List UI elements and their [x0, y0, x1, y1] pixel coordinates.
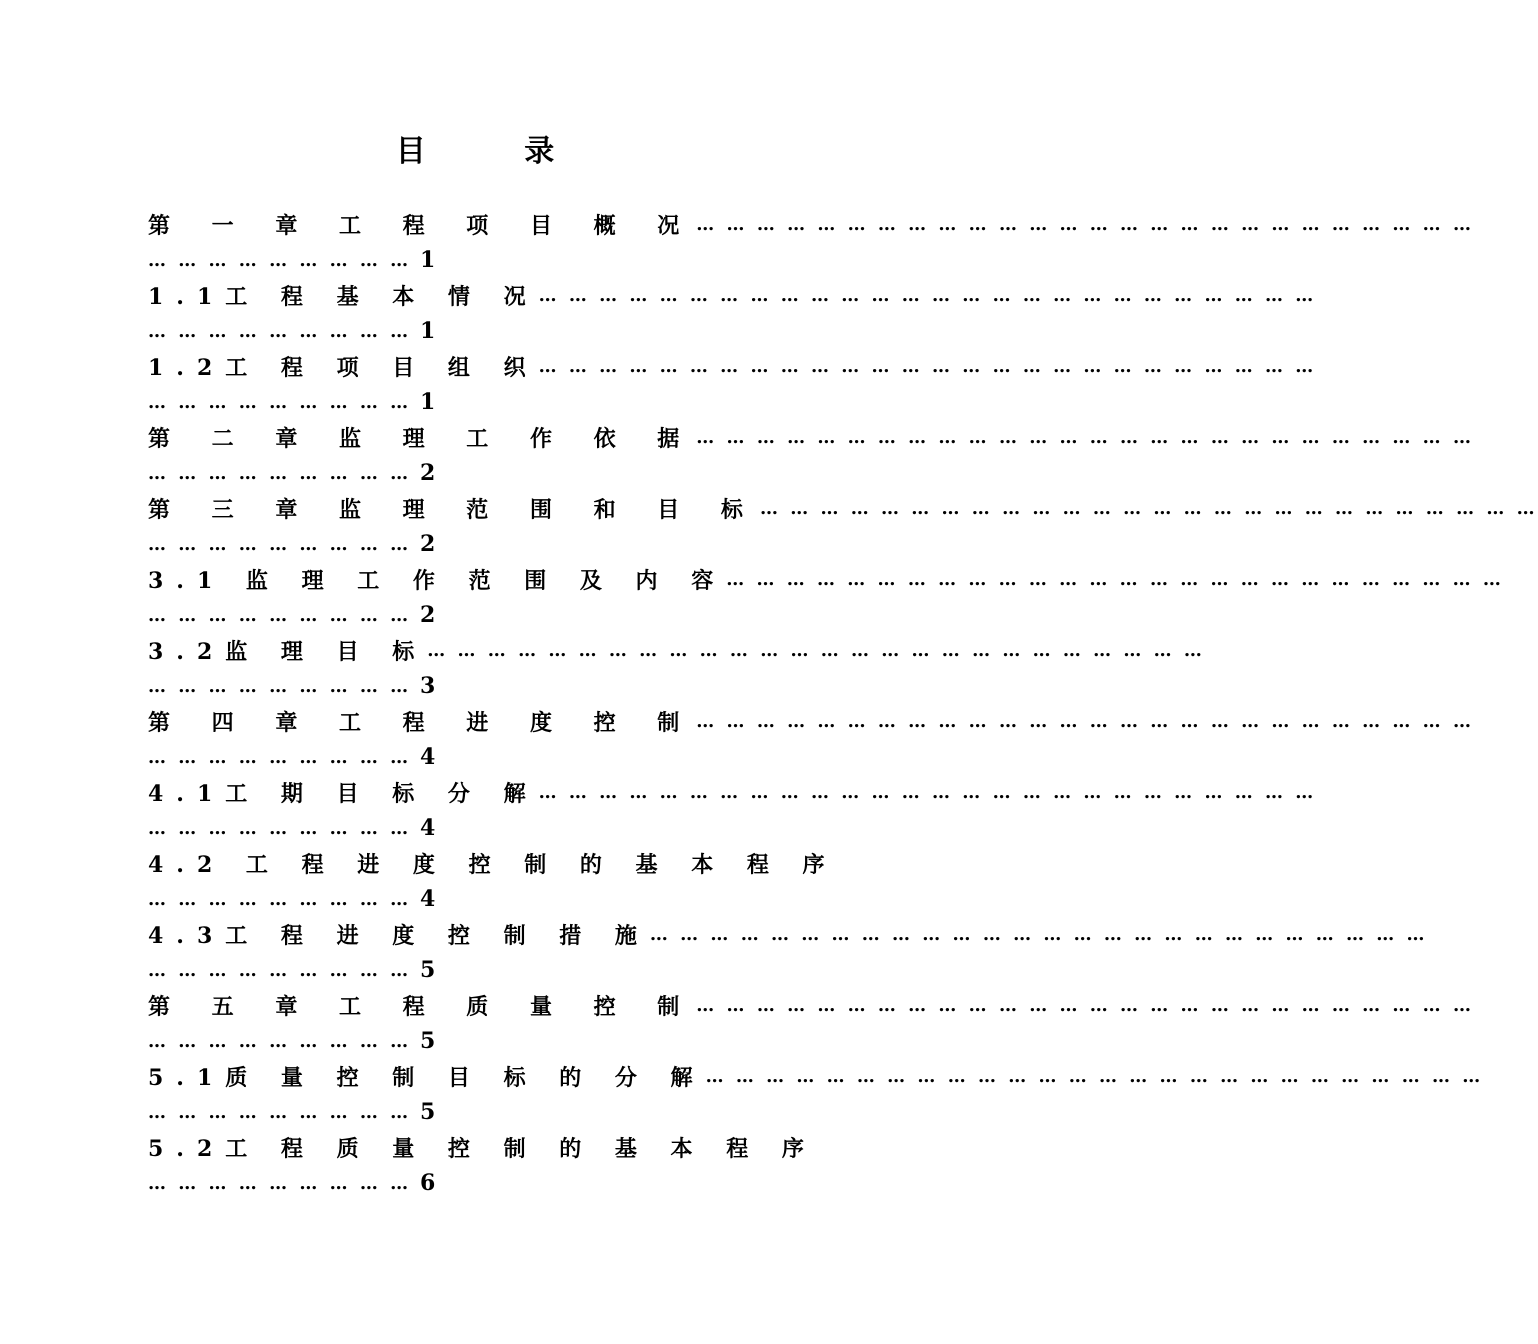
toc-entry-label: 4.1工 期 目 标 分 解 — [148, 780, 539, 807]
toc-leader-dots: … … … … … … … … … … … … … … … … … … … … … … … … … … — [427, 639, 1205, 661]
toc-leader-dots: … … … … … … … … … … … … … … … … … … … … … … … … … … — [538, 355, 1317, 377]
toc-page-number: 2 — [420, 531, 436, 557]
toc-leader-dots: … … … … … … … … … … … … … … … … … … … … … … … … … … — [759, 497, 1538, 519]
toc-entry[interactable] — [148, 489, 1538, 560]
toc-entry[interactable] — [148, 773, 1317, 844]
toc-entry-label: 3.1 监 理 工 作 范 围 及 内 容 — [148, 567, 727, 594]
toc-leader-dots: … … … … … … … … … — [148, 249, 412, 271]
toc-entry-label: 5.2工 程 质 量 控 制 的 基 本 程 序 — [148, 1135, 817, 1162]
toc-entry[interactable] — [148, 1057, 1484, 1128]
toc-leader-dots: … … … … … … … … … — [148, 675, 412, 697]
toc-entry-label: 1.1工 程 基 本 情 况 — [148, 283, 539, 310]
toc-entry[interactable] — [148, 631, 1205, 702]
toc-leader-dots: … … … … … … … … … — [148, 533, 412, 555]
page-title: 目 录 — [395, 134, 599, 169]
toc-page-number: 2 — [420, 602, 436, 628]
toc-page-number: 4 — [420, 744, 436, 770]
toc-page-number: 5 — [420, 1099, 436, 1125]
toc-leader-dots: … … … … … … … … … — [148, 462, 412, 484]
toc-leader-dots: … … … … … … … … … … … … … … … … … … … … … … … … … … — [705, 1065, 1484, 1087]
toc-leader-dots: … … … … … … … … … — [148, 746, 412, 768]
toc-leader-dots: … … … … … … … … … — [148, 817, 412, 839]
toc-page-number: 6 — [420, 1170, 436, 1196]
toc-leader-dots: … … … … … … … … … … … … … … … … … … … … … … … … … … — [538, 284, 1317, 306]
toc-leader-dots: … … … … … … … … … — [148, 1101, 412, 1123]
toc-entry-label: 第 一 章 工 程 项 目 概 况 — [148, 212, 697, 239]
toc-leader-dots: … … … … … … … … … — [148, 959, 412, 981]
toc-entry-label: 第 四 章 工 程 进 度 控 制 — [148, 709, 697, 736]
toc-leader-dots: … … … … … … … … … — [148, 888, 412, 910]
toc-leader-dots: … … … … … … … … … … … … … … … … … … … … … … … … … … — [696, 994, 1474, 1016]
toc-page-number: 3 — [420, 673, 436, 699]
toc-leader-dots: … … … … … … … … … — [148, 604, 412, 626]
toc-entry-label: 3.2监 理 目 标 — [148, 638, 428, 665]
toc-page-number: 1 — [420, 389, 436, 415]
toc-leader-dots: … … … … … … … … … — [148, 391, 412, 413]
toc-entry[interactable] — [148, 915, 1428, 986]
toc-leader-dots: … … … … … … … … … — [148, 1172, 412, 1194]
toc-page-number: 1 — [420, 318, 436, 344]
toc-entry-label: 5.1质 量 控 制 目 标 的 分 解 — [148, 1064, 706, 1091]
toc-entry[interactable] — [148, 702, 1474, 773]
toc-entry-label: 1.2工 程 项 目 组 织 — [148, 354, 539, 381]
toc-entry[interactable] — [148, 1128, 817, 1199]
toc-page-number: 2 — [420, 460, 436, 486]
toc-entry[interactable] — [148, 560, 1504, 631]
toc-leader-dots: … … … … … … … … … … … … … … … … … … … … … … … … … … — [696, 426, 1474, 448]
toc-entry[interactable] — [148, 205, 1474, 276]
toc-leader-dots: … … … … … … … … … … … … … … … … … … … … … … … … … … — [726, 568, 1504, 590]
table-of-contents — [148, 205, 1538, 1199]
toc-leader-dots: … … … … … … … … … — [148, 1030, 412, 1052]
toc-entry-label: 4.3工 程 进 度 控 制 措 施 — [148, 922, 650, 949]
toc-leader-dots: … … … … … … … … … … … … … … … … … … … … … … … … … … — [696, 710, 1474, 732]
toc-page-number: 5 — [420, 1028, 436, 1054]
toc-leader-dots: … … … … … … … … … … … … … … … … … … … … … … … … … … — [696, 213, 1474, 235]
toc-leader-dots: … … … … … … … … … — [148, 320, 412, 342]
toc-leader-dots: … … … … … … … … … … … … … … … … … … … … … … … … … … — [649, 923, 1428, 945]
toc-entry-label: 第 三 章 监 理 范 围 和 目 标 — [148, 496, 760, 523]
toc-entry-label: 第 五 章 工 程 质 量 控 制 — [148, 993, 697, 1020]
toc-page-number: 5 — [420, 957, 436, 983]
toc-entry[interactable] — [148, 986, 1474, 1057]
toc-page-number: 4 — [420, 815, 436, 841]
toc-page-number: 1 — [420, 247, 436, 273]
toc-page-number: 4 — [420, 886, 436, 912]
toc-entry[interactable] — [148, 844, 838, 915]
toc-entry-label: 第 二 章 监 理 工 作 依 据 — [148, 425, 697, 452]
toc-entry[interactable] — [148, 276, 1317, 347]
toc-entry[interactable] — [148, 418, 1474, 489]
toc-entry[interactable] — [148, 347, 1317, 418]
toc-leader-dots: … … … … … … … … … … … … … … … … … … … … … … … … … … — [538, 781, 1317, 803]
toc-entry-label: 4.2 工 程 进 度 控 制 的 基 本 程 序 — [148, 851, 838, 878]
